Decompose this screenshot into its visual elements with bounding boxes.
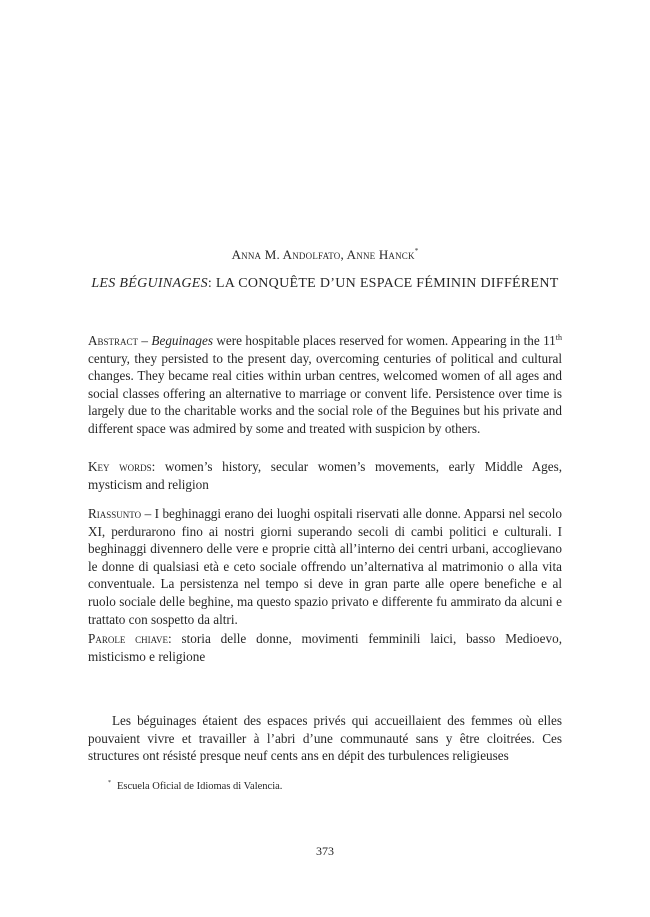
abstract-dash: – bbox=[138, 333, 152, 348]
author-line bbox=[0, 247, 650, 263]
footnote bbox=[108, 780, 282, 792]
title-italic-part: LES BÉGUINAGES bbox=[91, 276, 208, 291]
riassunto-text: – I beghinaggi erano dei luoghi ospitali riservati alle donne. Apparsi nel secolo XI, perdurarono fino ai nostri giorni superando secoli di cambi politici e culturali. I beghinaggi divennero delle vere e proprie città all’interno dei centri urbani, accoglievano le donne di qualsiasi età e ceto sociale offrendo un’alternativa al matrimonio o alla vita conventuale. La persistenza nel tempo si deve in gran parte alle opere benefiche e al ruolo sociale delle beghine, ma questo spazio privato e differente fu ammirato da alcuni e trattato con sospetto da altri. bbox=[88, 506, 562, 627]
abstract-label: Abstract bbox=[88, 333, 139, 348]
abstract-paragraph bbox=[88, 332, 562, 438]
abstract-text-1: were hospitable places reserved for women. Appearing in the 11 bbox=[212, 333, 556, 348]
page-number: 373 bbox=[316, 844, 334, 858]
body-paragraph: Les béguinages étaient des espaces privés qui accueillaient des femmes où elles pouvaient vivre et travailler à l’abri d’une communauté sans y être cloitrées. Ces structures ont résisté presque neuf cents ans en dépit des turbulences religieuses bbox=[88, 713, 562, 764]
parole-text: : storia delle donne, movimenti femminili laici, basso Medioevo, misticismo e religione bbox=[88, 631, 562, 664]
author-footnote-mark: * bbox=[414, 247, 419, 255]
keywords-text: : women’s history, secular women’s movements, early Middle Ages, mysticism and religion bbox=[88, 459, 563, 492]
parole-label: Parole chiave bbox=[88, 631, 168, 646]
parole-chiave-paragraph bbox=[88, 630, 562, 665]
keywords-paragraph bbox=[88, 458, 562, 493]
footnote-mark: * bbox=[108, 780, 111, 786]
footnote-text: Escuela Oficial de Idiomas di Valencia. bbox=[117, 781, 283, 792]
abstract-sup: th bbox=[555, 333, 563, 342]
riassunto-paragraph bbox=[88, 505, 562, 628]
riassunto-label: Riassunto bbox=[88, 506, 142, 521]
title-rest: : LA CONQUÊTE D’UN ESPACE FÉMININ DIFFÉRENT bbox=[207, 276, 559, 291]
keywords-label: Key words bbox=[88, 459, 152, 474]
article-title bbox=[0, 276, 650, 292]
author-names: Anna M. Andolfato, Anne Hanck bbox=[231, 247, 415, 262]
abstract-lead-italic: Beguinages bbox=[151, 333, 213, 348]
abstract-text-2: century, they persisted to the present day, overcoming centuries of political and cultural changes. They became real cities within urban centres, welcomed women of all ages and social classes offering an alternative to marriage or convent life. Persistence over time is largely due to the charitable works and the social role of the Beguines but his private and different space was admired by some and treated with suspicion by others. bbox=[88, 350, 562, 436]
